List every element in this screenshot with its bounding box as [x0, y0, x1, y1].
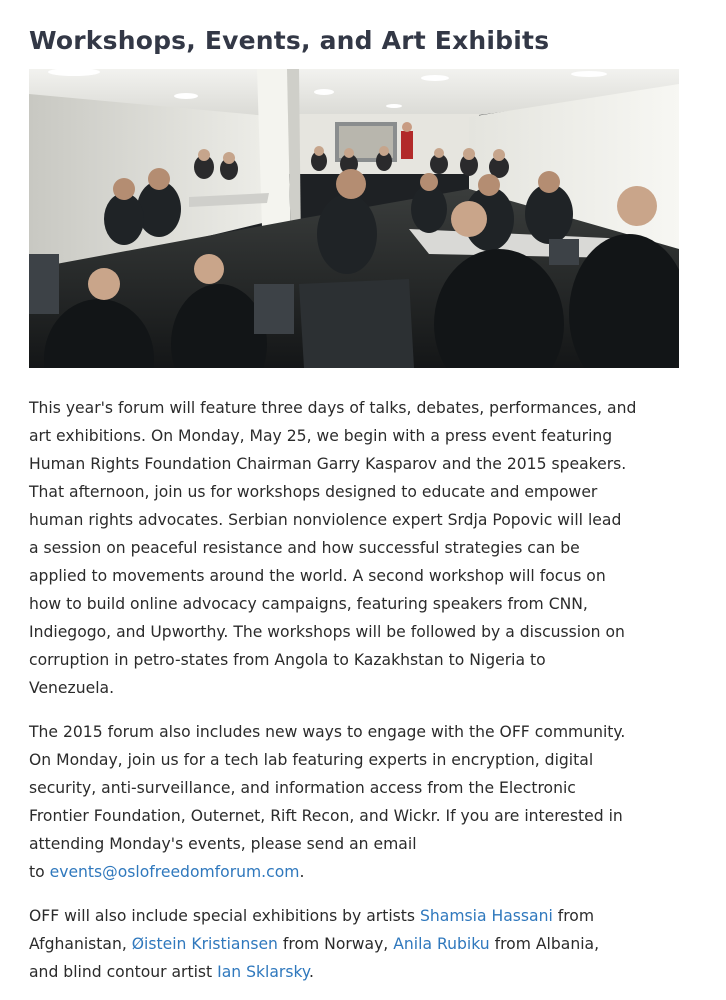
text-line: Human Rights Foundation Chairman Garry Kasparov and the 2015 speakers.: [29, 455, 627, 473]
email-link[interactable]: events@oslofreedomforum.com: [49, 863, 300, 881]
text-segment: .: [308, 963, 314, 981]
paragraph-intro: [29, 394, 689, 702]
text-line: Frontier Foundation, Outernet, Rift Recon, and Wickr. If you are interested in: [29, 807, 623, 825]
text-segment: from Albania,: [489, 935, 600, 953]
text-line: how to build online advocacy campaigns, featuring speakers from CNN,: [29, 595, 588, 613]
artist-link-ian-sklarsky[interactable]: Ian Sklarsky: [217, 963, 309, 981]
paragraph-tech-lab: [29, 718, 689, 886]
text-line: Venezuela.: [29, 679, 115, 697]
text-line: security, anti-surveillance, and information access from the Electronic: [29, 779, 576, 797]
email-suffix: .: [299, 863, 305, 881]
text-line: applied to movements around the world. A second workshop will focus on: [29, 567, 606, 585]
paragraph-exhibitions: [29, 902, 689, 986]
text-line-email: [29, 858, 689, 886]
text-segment: OFF will also include special exhibitions by artists: [29, 907, 420, 925]
text-segment: from: [552, 907, 595, 925]
text-line: [29, 902, 689, 930]
text-segment: Afghanistan,: [29, 935, 132, 953]
text-line: The 2015 forum also includes new ways to engage with the OFF community.: [29, 723, 626, 741]
text-line: That afternoon, join us for workshops designed to educate and empower: [29, 483, 598, 501]
text-line: art exhibitions. On Monday, May 25, we begin with a press event featuring: [29, 427, 613, 445]
artist-link-shamsia-hassani[interactable]: Shamsia Hassani: [419, 907, 553, 925]
text-segment: and blind contour artist: [29, 963, 218, 981]
text-line: corruption in petro-states from Angola to Kazakhstan to Nigeria to: [29, 651, 546, 669]
email-prefix: to: [29, 863, 50, 881]
artist-link-oistein-kristiansen[interactable]: Øistein Kristiansen: [131, 935, 278, 953]
conference-photo: [29, 69, 679, 368]
text-line: This year's forum will feature three days of talks, debates, performances, and: [29, 399, 637, 417]
text-segment: from Norway,: [277, 935, 394, 953]
text-line: a session on peaceful resistance and how successful strategies can be: [29, 539, 580, 557]
page-title: Workshops, Events, and Art Exhibits: [29, 26, 550, 55]
text-line: On Monday, join us for a tech lab featuring experts in encryption, digital: [29, 751, 594, 769]
artist-link-anila-rubiku[interactable]: Anila Rubiku: [393, 935, 490, 953]
text-line: human rights advocates. Serbian nonviolence expert Srdja Popovic will lead: [29, 511, 622, 529]
text-line: Indiegogo, and Upworthy. The workshops will be followed by a discussion on: [29, 623, 625, 641]
text-line: [29, 958, 689, 986]
text-line: [29, 930, 689, 958]
text-line: attending Monday's events, please send an email: [29, 835, 417, 853]
